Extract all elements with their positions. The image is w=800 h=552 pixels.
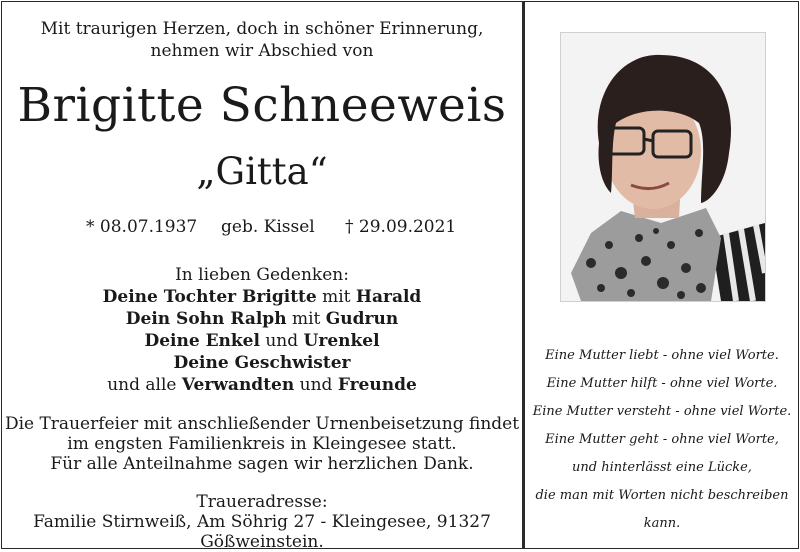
poem-line: Eine Mutter liebt - ohne viel Worte. <box>545 348 779 363</box>
maiden-name: geb. Kissel <box>221 217 315 237</box>
service-notice <box>2 414 522 474</box>
deceased-nickname: „Gitta“ <box>196 150 328 193</box>
poem-line: Eine Mutter geht - ohne viel Worte, <box>545 432 779 447</box>
address-heading: Traueradresse: <box>196 492 328 512</box>
mourner-line <box>2 286 522 308</box>
service-line: im engsten Familienkreis in Kleingesee statt. <box>67 434 457 454</box>
mourner-name: Deine Tochter Brigitte <box>102 287 317 307</box>
mourner-connector: und <box>294 375 338 395</box>
mourner-connector: und alle <box>107 375 182 395</box>
mourner-name: Freunde <box>337 375 417 395</box>
intro-line: nehmen wir Abschied von <box>150 41 374 61</box>
mourners-heading: In lieben Gedenken: <box>175 265 349 285</box>
mourner-name: Harald <box>355 287 422 307</box>
main-column <box>2 2 522 552</box>
poem <box>527 342 797 538</box>
address-line: Familie Stirnweiß, Am Söhrig 27 - Kleingesee, 91327 Gößweinstein. <box>33 512 491 552</box>
service-line: Die Trauerfeier mit anschließender Urnenbeisetzung findet <box>4 414 520 434</box>
mourner-line <box>2 352 522 374</box>
portrait-photo <box>560 32 766 302</box>
mourner-connector: mit <box>286 309 326 329</box>
mourners-list <box>2 264 522 396</box>
mourning-address <box>2 492 522 552</box>
mourner-line <box>2 374 522 396</box>
mourner-name: Deine Enkel <box>144 331 260 351</box>
deceased-name: Brigitte Schneeweis <box>17 78 507 133</box>
poem-line: Eine Mutter hilft - ohne viel Worte. <box>546 376 778 391</box>
mourner-line <box>2 330 522 352</box>
mourner-connector: und <box>259 331 304 351</box>
intro-line: Mit traurigen Herzen, doch in schöner Erinnerung, <box>40 19 484 39</box>
service-line: Für alle Anteilnahme sagen wir herzlichen Dank. <box>50 454 474 474</box>
poem-line: Eine Mutter versteht - ohne viel Worte. <box>532 404 792 419</box>
mourner-connector: mit <box>316 287 356 307</box>
mourner-name: Urenkel <box>303 331 380 351</box>
mourner-name: Deine Geschwister <box>173 353 351 373</box>
death-date: † 29.09.2021 <box>345 217 457 237</box>
mourner-name: Verwandten <box>181 375 295 395</box>
poem-line: und hinterlässt eine Lücke, <box>572 460 752 475</box>
poem-line: die man mit Worten nicht beschreiben kann. <box>535 488 789 531</box>
birth-date: * 08.07.1937 <box>86 217 198 237</box>
mourner-name: Dein Sohn Ralph <box>125 309 287 329</box>
mourner-line <box>2 308 522 330</box>
column-divider <box>522 1 525 549</box>
mourner-name: Gudrun <box>325 309 399 329</box>
portrait-image <box>561 33 765 301</box>
intro-text <box>2 18 522 62</box>
